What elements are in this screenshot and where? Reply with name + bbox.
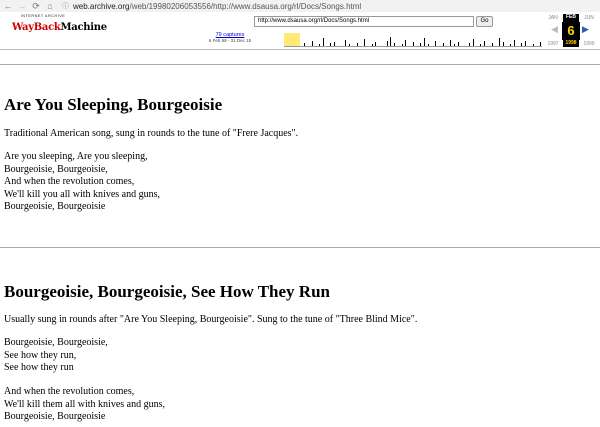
sparkline-bar bbox=[304, 43, 305, 46]
current-month-label: FEB bbox=[563, 14, 579, 22]
lyric-line: We'll kill you all with knives and guns, bbox=[4, 188, 160, 200]
prev-year-label[interactable]: 1997 bbox=[547, 41, 559, 47]
song-title: Bourgeoisie, Bourgeoisie, See How They Run bbox=[4, 282, 330, 301]
sparkline-bar bbox=[443, 43, 444, 46]
song-lyrics bbox=[4, 337, 108, 375]
lyric-line: See how they run, bbox=[4, 349, 77, 361]
sparkline-bar bbox=[514, 40, 515, 46]
current-year-label: 1998 bbox=[563, 40, 579, 47]
lyric-line: Bourgeoisie, Bourgeoisie bbox=[4, 201, 106, 212]
sparkline-bar bbox=[450, 40, 451, 46]
sparkline-current-year bbox=[284, 33, 300, 46]
captures-link[interactable]: 79 captures bbox=[215, 32, 245, 38]
lyric-line: We'll kill them all with knives and guns, bbox=[4, 398, 165, 410]
forward-icon[interactable]: → bbox=[17, 1, 27, 11]
sparkline-bar bbox=[484, 41, 485, 46]
sparkline-bar bbox=[402, 44, 403, 46]
sparkline-bar bbox=[390, 37, 391, 46]
sparkline-bar bbox=[428, 44, 429, 46]
sparkline-bar bbox=[454, 44, 455, 46]
song-lyrics bbox=[4, 151, 160, 214]
sparkline-bar bbox=[312, 41, 313, 46]
go-button[interactable]: Go bbox=[476, 16, 493, 27]
song-lyrics bbox=[4, 386, 165, 424]
captures-range: 6 Feb 98 - 31 Dec 15 bbox=[208, 38, 252, 43]
sparkline-bar bbox=[372, 44, 373, 46]
next-year-label[interactable]: 1999 bbox=[583, 41, 595, 47]
sparkline-bar bbox=[349, 44, 350, 46]
sparkline-bar bbox=[334, 42, 335, 46]
sparkline-bar bbox=[375, 42, 376, 46]
sparkline-bar bbox=[357, 43, 358, 46]
wayback-toolbar bbox=[0, 12, 600, 50]
sparkline-bar bbox=[503, 42, 504, 46]
sparkline-bar bbox=[510, 44, 511, 46]
wayback-url-input[interactable]: http://www.dsausa.org/rl/Docs/Songs.html bbox=[254, 16, 474, 27]
sparkline-bar bbox=[394, 43, 395, 46]
page-info-icon[interactable]: ⓘ bbox=[62, 3, 69, 10]
wayback-logo[interactable] bbox=[12, 14, 107, 42]
song-intro: Usually sung in rounds after "Are You Sleeping, Bourgeoisie". Sung to the tune of "Three Blind Mice". bbox=[4, 314, 418, 325]
prev-capture-arrow-icon[interactable]: ◀ bbox=[551, 24, 558, 34]
sparkline-bar bbox=[424, 38, 425, 46]
lyric-line: Are you sleeping, Are you sleeping, bbox=[4, 151, 148, 162]
sparkline-bar bbox=[413, 42, 414, 46]
reload-icon[interactable]: ⟳ bbox=[32, 0, 40, 11]
capture-sparkline[interactable] bbox=[284, 33, 542, 47]
sparkline-bar bbox=[345, 40, 346, 46]
lyric-line: Bourgeoisie, Bourgeoisie, bbox=[4, 337, 108, 348]
sparkline-bar bbox=[473, 39, 474, 46]
logo-word-wayback: WayBack bbox=[12, 22, 61, 33]
back-icon[interactable]: ← bbox=[3, 1, 13, 11]
lyric-line: Bourgeoisie, Bourgeoisie bbox=[4, 411, 106, 422]
divider bbox=[0, 247, 600, 248]
sparkline-bar bbox=[330, 43, 331, 46]
sparkline-bar bbox=[525, 41, 526, 46]
url-path: /web/19980206053556/http://www.dsausa.org/rl/Docs/Songs.html bbox=[129, 1, 362, 11]
url-host: web.archive.org bbox=[73, 1, 130, 11]
sparkline-bar bbox=[492, 43, 493, 46]
home-icon[interactable]: ⌂ bbox=[47, 1, 53, 11]
prev-month-label[interactable]: JAN bbox=[548, 15, 558, 21]
lyric-line: And when the revolution comes, bbox=[4, 176, 135, 187]
sparkline-bar bbox=[435, 41, 436, 46]
sparkline-bar bbox=[521, 43, 522, 46]
current-day: 6 bbox=[562, 22, 580, 40]
sparkline-bar bbox=[499, 38, 500, 46]
captures-info bbox=[202, 32, 258, 44]
sparkline-bar bbox=[469, 43, 470, 46]
calendar-nav bbox=[543, 13, 600, 49]
url-field[interactable] bbox=[62, 1, 361, 11]
sparkline-bar bbox=[540, 42, 541, 46]
next-capture-arrow-icon[interactable]: ▶ bbox=[582, 24, 589, 34]
logo-tagline: INTERNET ARCHIVE bbox=[20, 14, 66, 18]
sparkline-bar bbox=[319, 44, 320, 46]
logo-wordmark bbox=[12, 20, 107, 36]
sparkline-bar bbox=[480, 44, 481, 46]
sparkline-bar bbox=[364, 39, 365, 46]
sparkline-bar bbox=[420, 43, 421, 46]
sparkline-bar bbox=[405, 40, 406, 46]
sparkline-bar bbox=[323, 38, 324, 46]
lyric-line: Bourgeoisie, Bourgeoisie, bbox=[4, 163, 108, 175]
song-intro: Traditional American song, sung in rounds to the tune of "Frere Jacques". bbox=[4, 128, 299, 139]
next-month-label[interactable]: JUN bbox=[584, 15, 594, 21]
divider bbox=[0, 64, 600, 65]
lyric-line: See how they run bbox=[4, 362, 74, 373]
sparkline-bar bbox=[458, 42, 459, 46]
browser-address-bar bbox=[0, 0, 600, 12]
lyric-line: And when the revolution comes, bbox=[4, 386, 135, 397]
logo-word-machine: Machine bbox=[60, 22, 107, 33]
song-title: Are You Sleeping, Bourgeoisie bbox=[4, 95, 223, 114]
sparkline-bar bbox=[387, 41, 388, 46]
sparkline-bar bbox=[533, 44, 534, 46]
